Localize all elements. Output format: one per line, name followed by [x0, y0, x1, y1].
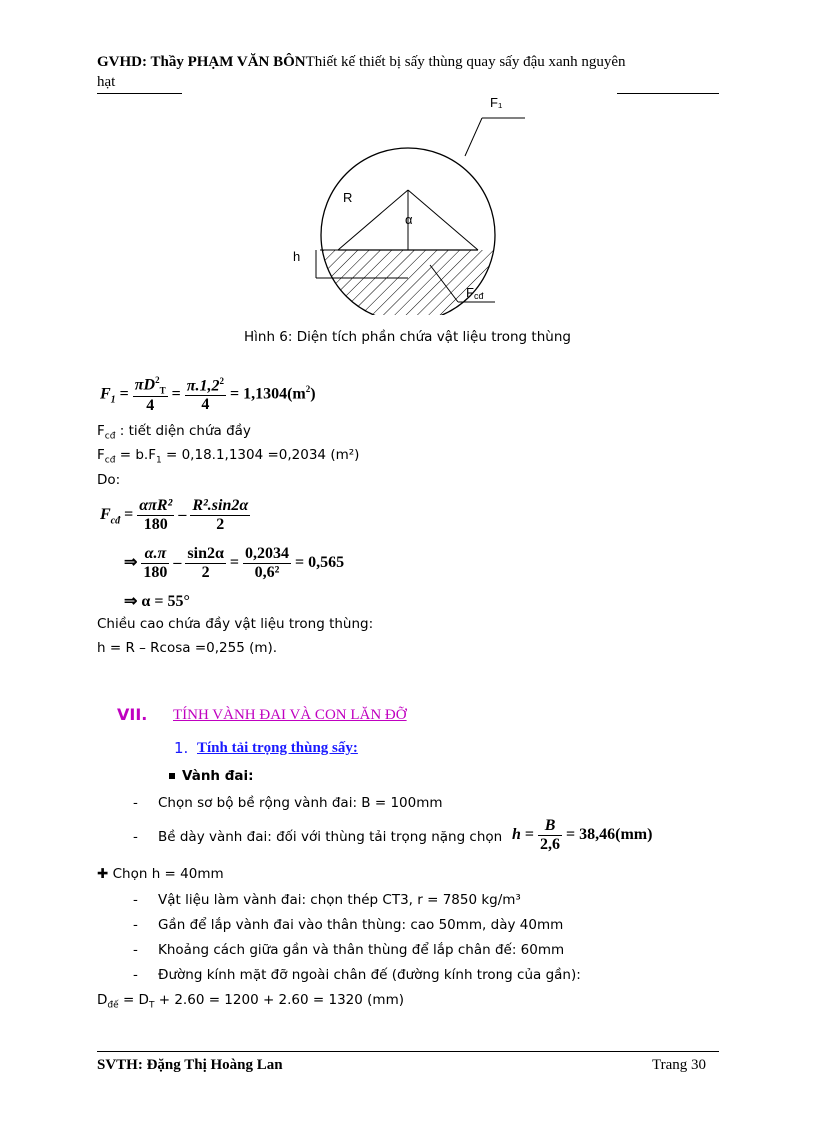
- bullet-square-icon: [169, 773, 175, 779]
- label-fcd: Fcđ: [466, 285, 484, 301]
- footer-rule: [97, 1051, 719, 1052]
- body-line-2: Bề dày vành đai: đối với thùng tải trọng nặng chọn: [158, 829, 503, 845]
- body-line-6: Đường kính mặt đỡ ngoài chân đế (đường kính trong của gần):: [158, 967, 581, 983]
- formula-h-thickness: h = $\frac{B}{2,6}$ = 38,46(mm): [512, 817, 653, 853]
- bullet-label: Vành đai:: [182, 768, 254, 784]
- page-header: [97, 52, 719, 92]
- figure-caption: Hình 6: Diện tích phần chứa vật liệu trong thùng: [244, 329, 571, 345]
- document-title: Thiết kế thiết bị sấy thùng quay sấy đậu xanh nguyên: [305, 54, 626, 70]
- section-title: TÍNH VÀNH ĐAI VÀ CON LĂN ĐỠ: [173, 707, 407, 723]
- dash-marker: -: [133, 829, 138, 845]
- height-label: Chiều cao chứa đầy vật liệu trong thùng:: [97, 616, 374, 632]
- formula-f1: $F_1$ = $\frac{\pi D^2_T}{4}$ = $\frac{\pi.1,2^2}{4}$ = $1,1304(m^2)$: [100, 375, 316, 414]
- body-line-7: $D_{đế} = D_T + 2.60 = 1200 + 2.60 = 1320$ (mm): [97, 992, 404, 1011]
- choose-line: ✚ Chọn h = 40mm: [97, 866, 224, 882]
- body-line-1: Chọn sơ bộ bề rộng vành đai: B = 100mm: [158, 795, 443, 811]
- radius-right: [408, 190, 478, 250]
- body-line-5: Khoảng cách giữa gần và thân thùng để lắp chân đế: 60mm: [158, 942, 565, 958]
- section-number: VII.: [117, 705, 148, 724]
- dash-marker: -: [133, 942, 138, 958]
- label-r: R: [343, 190, 353, 205]
- body-line-3: Vật liệu làm vành đai: chọn thép CT3, r = 7850 kg/m³: [158, 892, 521, 908]
- height-calc: h = R – Rcosa =0,255 (m).: [97, 640, 278, 656]
- dash-marker: -: [133, 967, 138, 983]
- formula-implication: ⇒ $\frac{\alpha.\pi}{180}$ – $\frac{\sin 2\alpha}{2}$ = $\frac{0,2034}{\text{0,6²}}$ = 0,565: [124, 545, 345, 581]
- formula-fcd: $F_{cđ}$ = $\frac{\text{απR²}}{180}$ – $\frac{\text{R².sin2α}}{2}$: [100, 497, 249, 533]
- footer-student: SVTH: Đặng Thị Hoàng Lan: [97, 1057, 283, 1073]
- header-rule-left: [97, 93, 182, 94]
- subsection-title: Tính tải trọng thùng sấy:: [197, 740, 358, 756]
- label-f1: F₁: [490, 95, 503, 110]
- do-label: Do:: [97, 472, 121, 488]
- fcd-calculation: $F_{cđ} = b.F_1 = 0,18.1,1304 =0,2034$ (m²): [97, 447, 360, 466]
- formula-alpha: ⇒ α = 55°: [124, 593, 190, 610]
- body-line-4: Gần để lắp vành đai vào thân thùng: cao 50mm, dày 40mm: [158, 917, 564, 933]
- material-area-hatch: [310, 250, 510, 315]
- plus-icon: ✚: [97, 866, 109, 882]
- label-h: h: [293, 249, 301, 264]
- dash-marker: -: [133, 795, 138, 811]
- fcd-definition: $F_{cđ}$ : tiết diện chứa đầy: [97, 423, 251, 442]
- subsection-number: 1.: [174, 739, 189, 757]
- f1-leader: [465, 118, 482, 156]
- dash-marker: -: [133, 892, 138, 908]
- page-number: Trang 30: [652, 1057, 707, 1073]
- drum-cross-section-diagram: [280, 90, 540, 315]
- document-title-cont: hạt: [97, 74, 116, 90]
- instructor-name: GVHD: Thầy PHẠM VĂN BÔN: [97, 54, 306, 70]
- header-rule-right: [617, 93, 719, 94]
- dash-marker: -: [133, 917, 138, 933]
- label-alpha: α: [405, 212, 413, 227]
